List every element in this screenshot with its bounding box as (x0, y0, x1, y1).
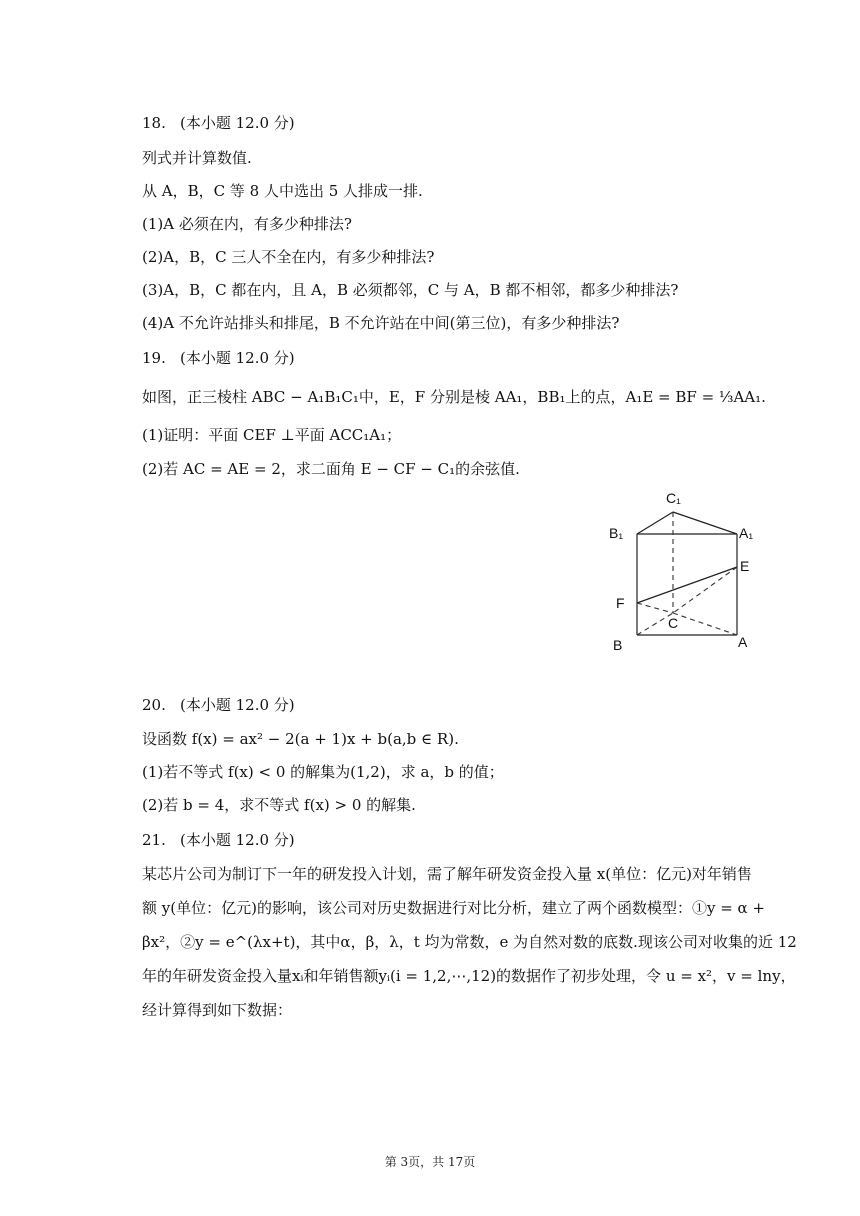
q19-heading (142, 348, 295, 368)
q20-part2: (2)若 b = 4，求不等式 f(x) > 0 的解集. (142, 796, 416, 814)
page-footer: 第 3页，共 17页 (384, 1155, 476, 1169)
q19-part1: (1)证明：平面 CEF ⊥平面 ACC₁A₁； (142, 426, 402, 444)
label-f: F (616, 595, 625, 611)
label-a1: A₁ (739, 525, 754, 541)
q19-header: (本小题 12.0 分) (180, 349, 295, 367)
q18-part4: (4)A 不允许站排头和排尾，B 不允许站在中间(第三位)，有多少种排法? (142, 314, 620, 332)
q21-header: (本小题 12.0 分) (180, 831, 295, 849)
label-b: B (613, 637, 623, 653)
q20-part1: (1)若不等式 f(x) < 0 的解集为(1,2)，求 a，b 的值； (142, 763, 504, 781)
q18-header: (本小题 12.0 分) (180, 114, 295, 132)
q19-part2: (2)若 AC = AE = 2，求二面角 E − CF − C₁的余弦值. (142, 460, 520, 478)
q21-number: 21. (142, 831, 166, 849)
q21-line1: 某芯片公司为制订下一年的研发投入计划，需了解年研发资金投入量 x(单位：亿元)对年销售 (142, 865, 752, 883)
q18-heading (142, 113, 295, 133)
segment-f-c (637, 603, 673, 613)
q21-line2: 额 y(单位：亿元)的影响，该公司对历史数据进行对比分析，建立了两个函数模型：①y = α + (142, 899, 765, 917)
segment-e-c (673, 567, 737, 613)
q21-line4: 年的年研发资金投入量xᵢ和年销售额yᵢ(i = 1,2,⋯,12)的数据作了初步处理，令 u = x²，v = lny， (142, 967, 796, 985)
q21-line3: βx²，②y = e^(λx+t)，其中α，β，λ，t 均为常数，e 为自然对数的底数.现该公司对收集的近 12 (142, 933, 797, 951)
q20-header: (本小题 12.0 分) (180, 696, 295, 714)
label-a: A (738, 634, 748, 650)
q18-number: 18. (142, 114, 166, 132)
label-b1: B₁ (609, 525, 624, 541)
q18-part3: (3)A，B，C 都在内，且 A，B 必须都邻，C 与 A，B 都不相邻，都多少种排法? (142, 281, 679, 299)
q19-stem: 如图，正三棱柱 ABC − A₁B₁C₁中，E，F 分别是棱 AA₁，BB₁上的点，A₁E = BF = ⅓AA₁. (142, 388, 766, 406)
q20-stem: 设函数 f(x) = ax² − 2(a + 1)x + b(a,b ∈ R). (142, 730, 459, 748)
q20-heading (142, 695, 295, 715)
q20-number: 20. (142, 696, 166, 714)
q18-part1: (1)A 必须在内，有多少种排法? (142, 215, 352, 233)
edge-c-a (673, 613, 737, 635)
q18-part2: (2)A，B，C 三人不全在内，有多少种排法? (142, 248, 435, 266)
edge-c1-a1 (673, 512, 737, 534)
label-c1: C₁ (666, 490, 681, 506)
label-c: C (668, 615, 679, 631)
label-e: E (740, 558, 750, 574)
q19-number: 19. (142, 349, 166, 367)
q21-line5: 经计算得到如下数据： (142, 1001, 293, 1019)
prism-figure (605, 485, 775, 655)
segment-f-e (637, 567, 737, 603)
edge-b1-c1 (637, 512, 673, 534)
q21-heading (142, 830, 295, 850)
q18-stem: 从 A，B，C 等 8 人中选出 5 人排成一排. (142, 182, 423, 200)
q18-intro: 列式并计算数值. (142, 149, 252, 167)
